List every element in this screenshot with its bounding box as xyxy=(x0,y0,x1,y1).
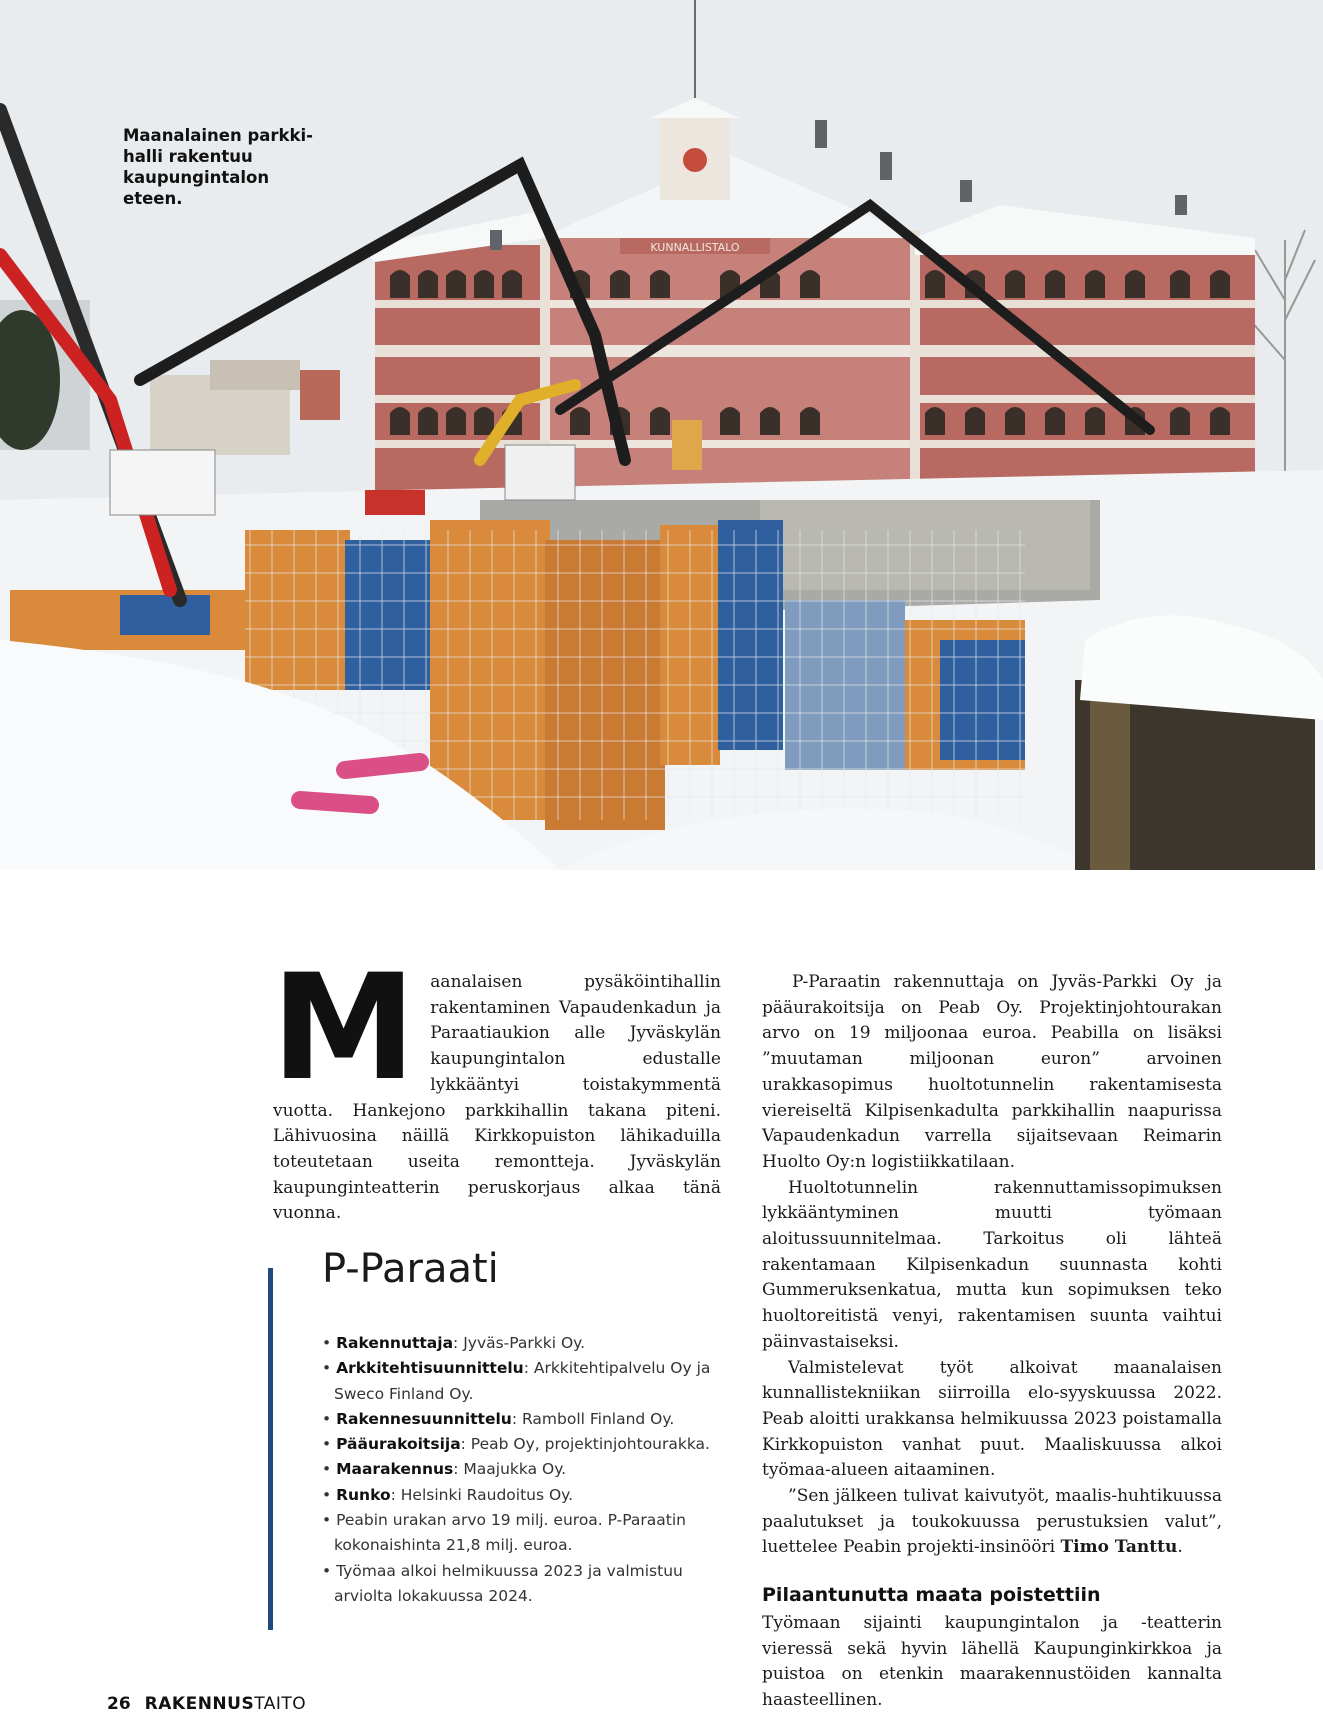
quote-paragraph: ”Sen jälkeen tulivat kaivutyöt, maalis-huhtikuussa paalutukset ja toukokuussa perustuksien valut”, luettelee Peabin projekti-insinööri Timo Tanttu. xyxy=(762,1486,1222,1558)
caption-line: halli rakentuu xyxy=(123,147,253,166)
body-paragraph: Työmaan sijainti kaupungintalon ja -teatterin vieressä sekä hyvin lähellä Kaupunginkirkkoa ja puistoa on etenkin maarakennustöiden kannalta haasteellinen. xyxy=(762,1612,1222,1710)
page-number: 26 xyxy=(107,1694,131,1714)
caption-line: kaupungintalon eteen. xyxy=(123,168,270,208)
fact-item: • Rakennuttaja: Jyväs-Parkki Oy. xyxy=(322,1334,586,1352)
intro-paragraph xyxy=(271,943,721,1227)
page-footer xyxy=(107,1694,306,1714)
section-subheading: Pilaantunutta maata poistettiin xyxy=(762,1584,1101,1607)
drop-cap: M xyxy=(271,943,417,1113)
fact-box-title: P-Paraati xyxy=(322,1246,499,1292)
fact-item: • Maarakennus: Maajukka Oy. xyxy=(322,1460,567,1479)
fact-item: • Työmaa alkoi helmikuussa 2023 ja valmistuu arviolta lokakuussa 2024. xyxy=(322,1561,683,1605)
magazine-name-bold: RAKENNUS xyxy=(144,1694,255,1714)
building-sign-text: KUNNALLISTALO xyxy=(650,241,740,254)
magazine-name-light: TAITO xyxy=(254,1694,307,1714)
fact-item: • Runko: Helsinki Raudoitus Oy. xyxy=(322,1485,574,1504)
quoted-person: Timo Tanttu xyxy=(1060,1537,1178,1558)
fact-item: • Pääurakoitsija: Peab Oy, projektinjohtourakka. xyxy=(322,1435,710,1454)
body-paragraph: P-Paraatin rakennuttaja on Jyväs-Parkki Oy ja pääurakoitsija on Peab Oy. Projektinjohtourakan arvo on 19 miljoonaa euroa. Peabilla on lisäksi ”muutaman miljoonan euron” arvoinen urakkasopimus huoltotunnelin rakentamisesta viereiseltä Kilpisenkadulta parkkihallin naapurissa Vapaudenkadun varrella sijaitsevaan Reimarin Huolto Oy:n logistiikkatilaan. xyxy=(762,972,1222,1172)
photo-caption xyxy=(123,125,333,209)
article-column-1 xyxy=(271,943,721,1227)
fact-box xyxy=(268,1246,728,1630)
fact-item: • Peabin urakan arvo 19 milj. euroa. P-Paraatin kokonaishinta 21,8 milj. euroa. xyxy=(322,1511,686,1555)
fact-box-accent-bar xyxy=(268,1268,273,1630)
body-paragraph: Valmistelevat työt alkoivat maanalaisen kunnallistekniikan siirroilla elo-syyskuussa 2022. Peab aloitti urakkansa helmikuussa 2023 poistamalla Kirkkopuiston vanhat puut. Maaliskuussa alkoi työmaa-alueen aitaaminen. xyxy=(762,1357,1222,1481)
caption-line: Maanalainen parkki- xyxy=(123,126,313,145)
article-column-2 xyxy=(762,970,1222,1714)
intro-text: aanalaisen pysäköintihallin rakentaminen Vapaudenkadun ja Paraatiaukion alle Jyväskylän kaupungintalon edustalle lykkääntyi toistakymmentä vuotta. Hankejono parkkihallin takana piteni. Lähivuosina näillä Kirkkopuiston lähikaduilla toteutetaan useita remontteja. Jyväskylän kaupunginteatterin peruskorjaus alkaa tänä vuonna. xyxy=(273,972,721,1224)
fact-item: • Arkkitehtisuunnittelu: Arkkitehtipalvelu Oy ja Sweco Finland Oy. xyxy=(322,1359,711,1403)
fact-box-list xyxy=(322,1331,722,1609)
body-paragraph: Huoltotunnelin rakennuttamissopimuksen lykkääntyminen muutti työmaan aloitussuunnitelmaa. Tarkoitus oli lähteä rakentamaan Kilpisenkadun suunnasta kohti Gummeruksenkatua, mutta kun sopimuksen teko huoltoreitistä venyi, rakentamisen suunta vaihtui päinvastaiseksi. xyxy=(762,1177,1222,1352)
fact-item: • Rakennesuunnittelu: Ramboll Finland Oy. xyxy=(322,1409,675,1428)
